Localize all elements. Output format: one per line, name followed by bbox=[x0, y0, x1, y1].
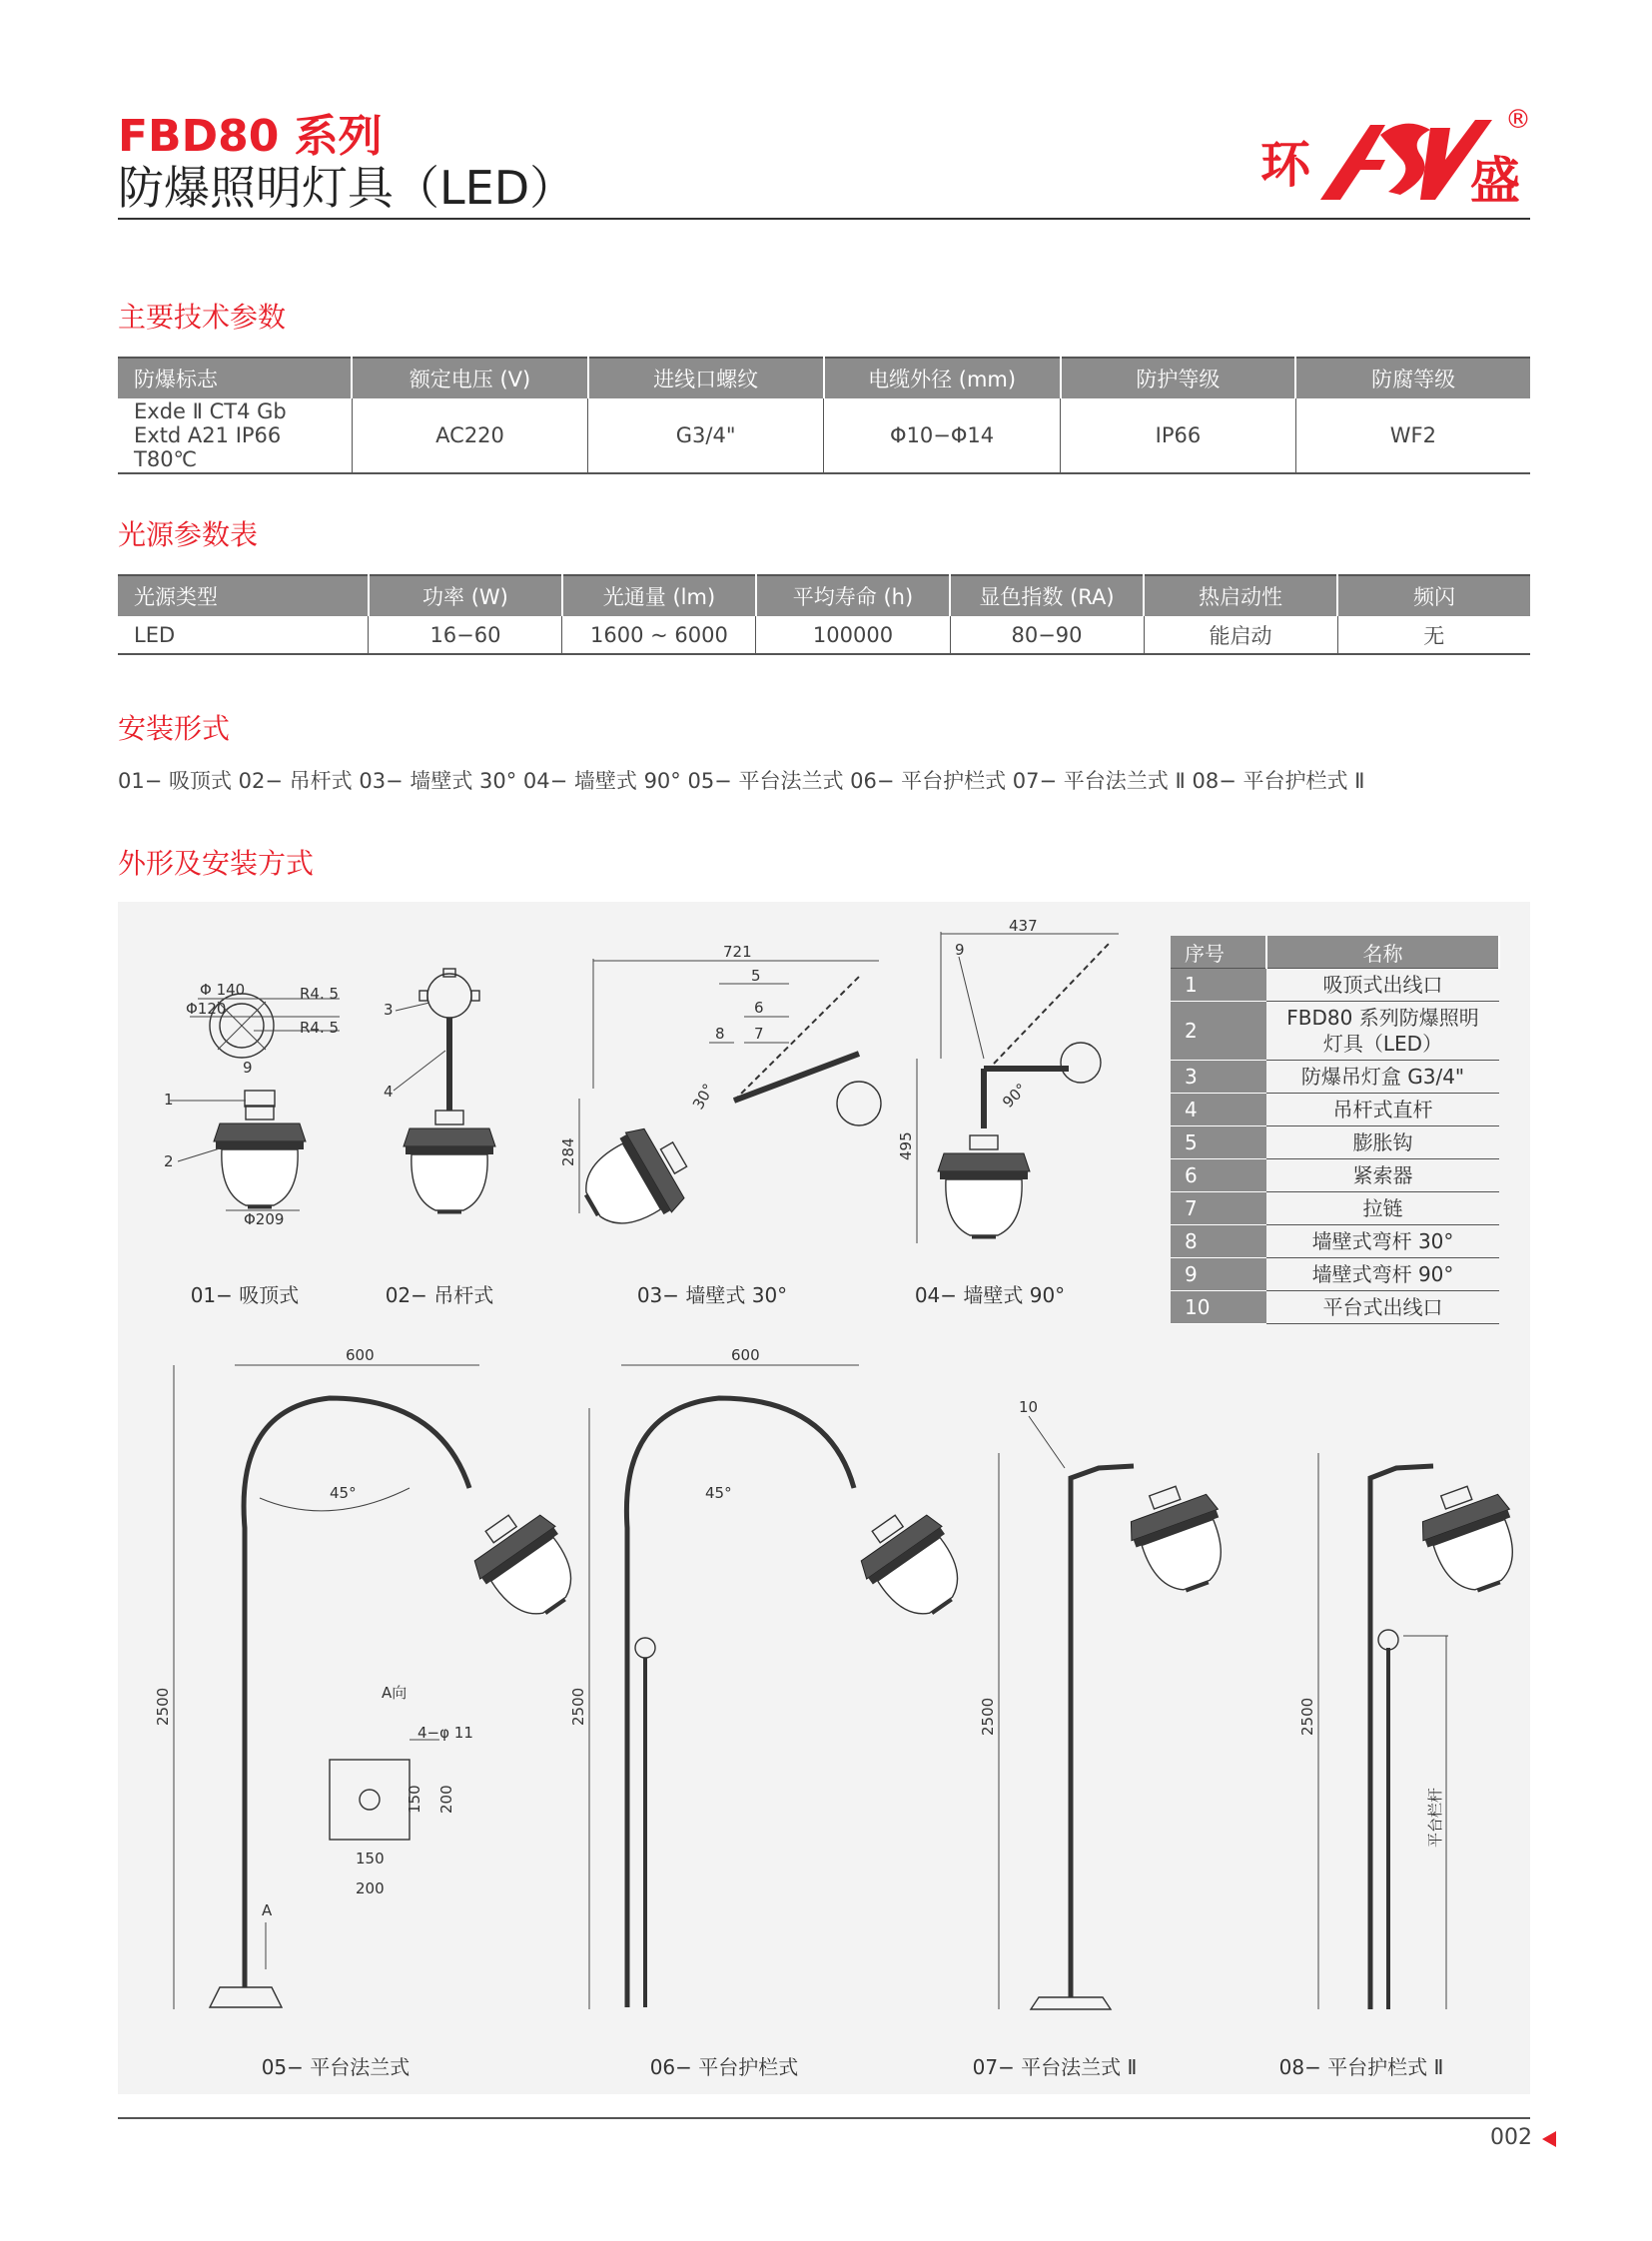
svg-text:9: 9 bbox=[955, 941, 965, 959]
table-cell: AC220 bbox=[352, 398, 587, 473]
svg-text:9: 9 bbox=[243, 1059, 253, 1077]
part-name: 墙壁式弯杆 30° bbox=[1266, 1225, 1499, 1258]
svg-text:1: 1 bbox=[164, 1091, 174, 1109]
part-no: 6 bbox=[1171, 1159, 1266, 1192]
col-header: 光源类型 bbox=[118, 575, 369, 616]
caption-05: 05− 平台法兰式 bbox=[261, 2055, 411, 2079]
table-row bbox=[1171, 1192, 1499, 1225]
svg-text:45°: 45° bbox=[705, 1484, 732, 1502]
part-name: 紧索器 bbox=[1266, 1159, 1499, 1192]
svg-text:600: 600 bbox=[731, 1346, 760, 1364]
table-cell: WF2 bbox=[1295, 398, 1530, 473]
svg-text:437: 437 bbox=[1009, 917, 1038, 935]
part-no: 4 bbox=[1171, 1094, 1266, 1126]
part-name: 墙壁式弯杆 90° bbox=[1266, 1258, 1499, 1291]
table-row bbox=[1171, 1061, 1499, 1094]
svg-text:5: 5 bbox=[751, 967, 761, 985]
col-header: 热启动性 bbox=[1144, 575, 1337, 616]
install-forms-list: 01− 吸顶式 02− 吊杆式 03− 墙壁式 30° 04− 墙壁式 90° 05− 平台法兰式 06− 平台护栏式 07− 平台法兰式 Ⅱ 08− 平台护栏式 Ⅱ bbox=[118, 769, 1365, 793]
part-no: 2 bbox=[1171, 1002, 1266, 1061]
col-header: 序号 bbox=[1171, 936, 1266, 969]
part-no: 8 bbox=[1171, 1225, 1266, 1258]
product-title: 防爆照明灯具（LED） bbox=[118, 161, 576, 215]
drawing-08 bbox=[1298, 1453, 1532, 2009]
table-row bbox=[1171, 1225, 1499, 1258]
svg-text:A向: A向 bbox=[382, 1684, 408, 1702]
part-name: 防爆吊灯盒 G3/4" bbox=[1266, 1061, 1499, 1094]
shape-install-heading: 外形及安装方式 bbox=[118, 847, 315, 880]
install-forms-heading: 安装形式 bbox=[118, 712, 231, 745]
caption-04: 04− 墙壁式 90° bbox=[914, 1283, 1066, 1307]
caption-02: 02− 吊杆式 bbox=[385, 1283, 494, 1307]
col-header: 防护等级 bbox=[1061, 358, 1296, 398]
table-cell: LED bbox=[118, 616, 369, 654]
table-cell: IP66 bbox=[1061, 398, 1296, 473]
col-header: 平均寿命 (h) bbox=[756, 575, 950, 616]
part-no: 1 bbox=[1171, 969, 1266, 1002]
part-no: 10 bbox=[1171, 1291, 1266, 1324]
table-row bbox=[1171, 1002, 1499, 1061]
part-name: 拉链 bbox=[1266, 1192, 1499, 1225]
svg-text:盛: 盛 bbox=[1470, 152, 1520, 210]
caption-03: 03− 墙壁式 30° bbox=[636, 1283, 788, 1307]
col-header: 显色指数 (RA) bbox=[950, 575, 1144, 616]
svg-text:4−φ 11: 4−φ 11 bbox=[417, 1724, 473, 1742]
svg-text:®: ® bbox=[1505, 105, 1530, 135]
light-params-heading: 光源参数表 bbox=[118, 518, 259, 551]
caption-01: 01− 吸顶式 bbox=[190, 1283, 300, 1307]
page-arrow-icon bbox=[1542, 2131, 1556, 2147]
col-header: 功率 (W) bbox=[369, 575, 562, 616]
part-name: 平台式出线口 bbox=[1266, 1291, 1499, 1324]
svg-text:R4. 5: R4. 5 bbox=[300, 1019, 340, 1037]
footer-divider bbox=[118, 2117, 1530, 2119]
table-cell: 100000 bbox=[756, 616, 950, 654]
drawing-06 bbox=[569, 1346, 980, 2009]
parts-table bbox=[1171, 936, 1500, 1324]
drawing-04 bbox=[897, 917, 1119, 1243]
svg-text:2500: 2500 bbox=[154, 1687, 172, 1726]
svg-text:8: 8 bbox=[715, 1025, 725, 1043]
col-header: 频闪 bbox=[1337, 575, 1530, 616]
col-header: 防爆标志 bbox=[118, 358, 352, 398]
part-no: 5 bbox=[1171, 1126, 1266, 1159]
svg-text:A: A bbox=[262, 1901, 273, 1919]
svg-text:10: 10 bbox=[1019, 1398, 1039, 1416]
part-name: 吸顶式出线口 bbox=[1266, 969, 1499, 1002]
part-no: 3 bbox=[1171, 1061, 1266, 1094]
part-name: FBD80 系列防爆照明灯具（LED） bbox=[1266, 1002, 1499, 1061]
table-cell: Φ10−Φ14 bbox=[824, 398, 1061, 473]
svg-text:200: 200 bbox=[356, 1879, 385, 1897]
svg-text:495: 495 bbox=[897, 1131, 915, 1160]
col-header: 防腐等级 bbox=[1295, 358, 1530, 398]
table-row bbox=[1171, 1291, 1499, 1324]
col-header: 名称 bbox=[1266, 936, 1499, 969]
caption-08: 08− 平台护栏式 Ⅱ bbox=[1278, 2055, 1444, 2079]
tech-params-heading: 主要技术参数 bbox=[118, 301, 287, 334]
table-row bbox=[1171, 1159, 1499, 1192]
table-cell: G3/4" bbox=[588, 398, 824, 473]
table-cell: 80−90 bbox=[950, 616, 1144, 654]
drawing-07 bbox=[979, 1398, 1240, 2009]
table-row bbox=[1171, 969, 1499, 1002]
svg-text:90°: 90° bbox=[999, 1080, 1031, 1112]
drawing-01 bbox=[164, 981, 340, 1228]
drawing-02 bbox=[384, 969, 495, 1212]
table-cell: 1600 ~ 6000 bbox=[562, 616, 756, 654]
svg-text:Φ209: Φ209 bbox=[244, 1210, 285, 1228]
svg-text:150: 150 bbox=[356, 1850, 385, 1868]
col-header: 电缆外径 (mm) bbox=[824, 358, 1061, 398]
part-no: 9 bbox=[1171, 1258, 1266, 1291]
col-header: 额定电压 (V) bbox=[352, 358, 587, 398]
svg-text:2500: 2500 bbox=[569, 1687, 587, 1726]
page-number: 002 bbox=[1490, 2125, 1532, 2150]
svg-text:Φ120: Φ120 bbox=[186, 1000, 227, 1018]
part-name: 吊杆式直杆 bbox=[1266, 1094, 1499, 1126]
part-name: 膨胀钩 bbox=[1266, 1126, 1499, 1159]
svg-text:284: 284 bbox=[559, 1137, 577, 1166]
table-cell: 无 bbox=[1337, 616, 1530, 654]
table-cell: 16−60 bbox=[369, 616, 562, 654]
drawing-05 bbox=[154, 1346, 593, 2009]
svg-text:6: 6 bbox=[754, 999, 764, 1017]
series-title: FBD80 系列 bbox=[118, 111, 383, 162]
svg-text:600: 600 bbox=[346, 1346, 375, 1364]
svg-text:2: 2 bbox=[164, 1152, 174, 1170]
col-header: 进线口螺纹 bbox=[588, 358, 824, 398]
table-cell: 能启动 bbox=[1144, 616, 1337, 654]
drawing-03 bbox=[559, 943, 881, 1245]
svg-text:2500: 2500 bbox=[979, 1697, 997, 1736]
svg-text:721: 721 bbox=[723, 943, 752, 961]
svg-text:Φ 140: Φ 140 bbox=[200, 981, 246, 999]
svg-text:平台栏杆: 平台栏杆 bbox=[1426, 1787, 1444, 1848]
svg-text:7: 7 bbox=[754, 1025, 764, 1043]
svg-text:环: 环 bbox=[1260, 136, 1310, 194]
svg-text:3: 3 bbox=[384, 1001, 394, 1019]
svg-text:R4. 5: R4. 5 bbox=[300, 985, 340, 1003]
svg-text:150: 150 bbox=[406, 1785, 423, 1814]
svg-text:4: 4 bbox=[384, 1083, 394, 1101]
caption-07: 07− 平台法兰式 Ⅱ bbox=[972, 2055, 1138, 2079]
svg-text:30°: 30° bbox=[688, 1080, 718, 1113]
svg-text:2500: 2500 bbox=[1298, 1697, 1316, 1736]
marking-line: Extd A21 IP66 T80℃ bbox=[134, 423, 282, 471]
svg-text:200: 200 bbox=[437, 1785, 455, 1814]
col-header: 光通量 (lm) bbox=[562, 575, 756, 616]
table-row bbox=[1171, 1094, 1499, 1126]
marking-line: Exde Ⅱ CT4 Gb bbox=[134, 399, 287, 423]
table-row bbox=[1171, 1258, 1499, 1291]
caption-06: 06− 平台护栏式 bbox=[649, 2055, 799, 2079]
table-row bbox=[1171, 1126, 1499, 1159]
part-no: 7 bbox=[1171, 1192, 1266, 1225]
svg-text:45°: 45° bbox=[330, 1484, 357, 1502]
